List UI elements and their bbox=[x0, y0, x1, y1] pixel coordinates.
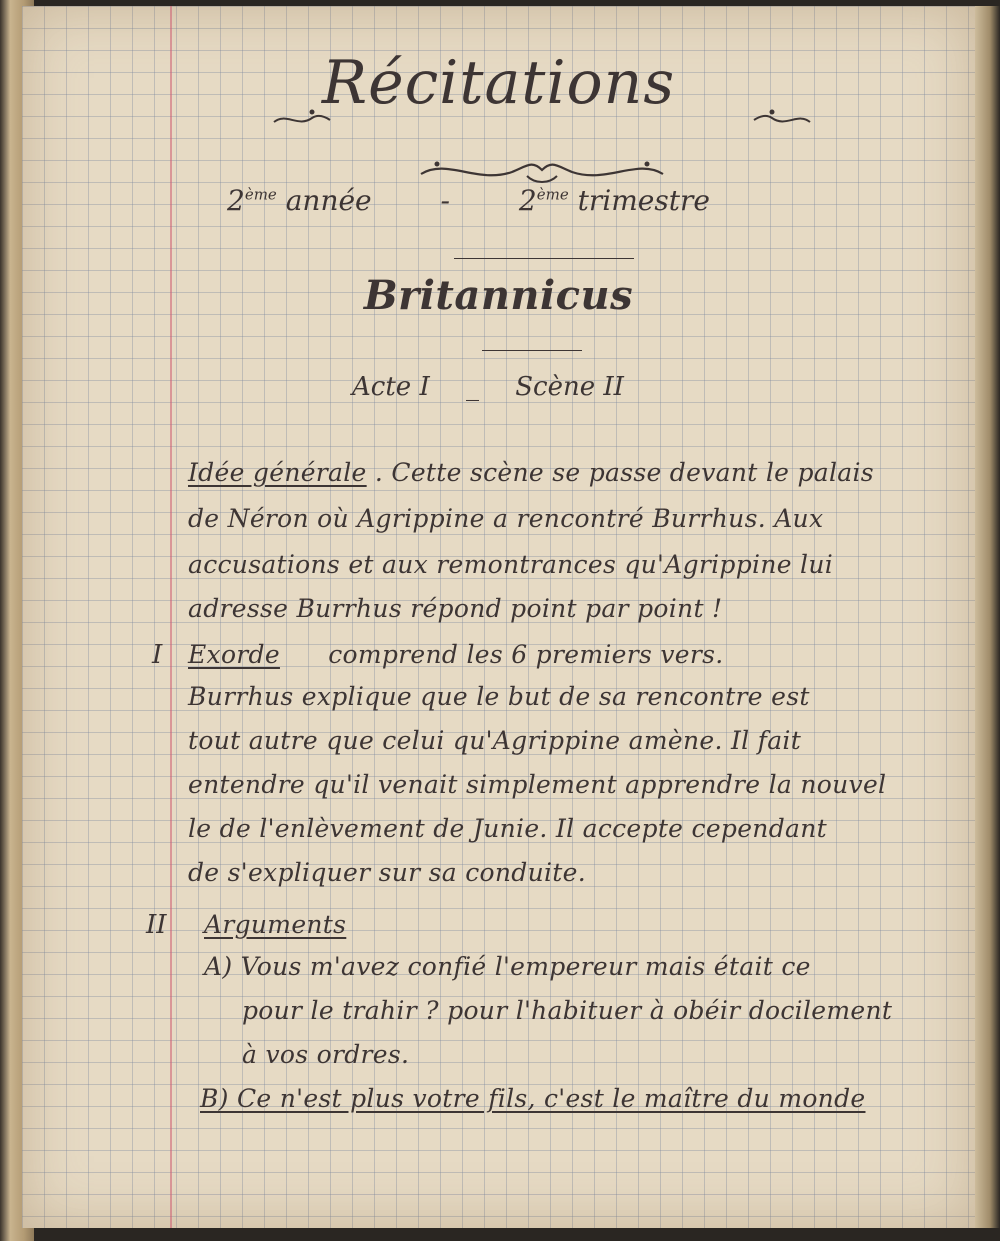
exorde-line-4: le de l'enlèvement de Junie. Il accepte cependant bbox=[188, 814, 827, 843]
play-title: Britannicus bbox=[363, 272, 634, 319]
left-flourish bbox=[272, 106, 332, 130]
rule-below-play-title bbox=[482, 350, 582, 351]
arg-b-text: B) Ce n'est plus votre fils, c'est le maître du monde bbox=[200, 1084, 866, 1113]
arguments-heading bbox=[204, 910, 346, 939]
section-1-numeral: I bbox=[152, 640, 163, 670]
year-superscript: ème bbox=[244, 185, 277, 204]
term-number: 2 bbox=[518, 184, 537, 217]
exorde-line-5: de s'expliquer sur sa conduite. bbox=[188, 858, 586, 887]
term-word: trimestre bbox=[577, 184, 710, 217]
exorde-label: Exorde bbox=[188, 640, 280, 669]
arg-a-line-2: pour le trahir ? pour l'habituer à obéir docilement bbox=[242, 996, 893, 1025]
arg-a-line-1: A) Vous m'avez confié l'empereur mais était ce bbox=[204, 952, 811, 981]
exorde-line-1: Burrhus explique que le but de sa rencontre est bbox=[188, 682, 810, 711]
term-superscript: ème bbox=[536, 185, 569, 204]
exorde-line-2: tout autre que celui qu'Agrippine amène. Il fait bbox=[188, 726, 802, 755]
scene-label: Scène II bbox=[515, 372, 624, 402]
rule-above-play-title bbox=[454, 258, 634, 259]
arguments-label: Arguments bbox=[204, 910, 347, 939]
idee-text-1: . Cette scène se passe devant le palais bbox=[374, 458, 874, 487]
idee-label: Idée générale bbox=[188, 458, 367, 487]
exorde-text: comprend les 6 premiers vers. bbox=[328, 640, 724, 669]
exorde-line-3: entendre qu'il venait simplement apprendre la nouvel bbox=[188, 770, 887, 799]
center-flourish bbox=[417, 154, 667, 188]
section-2-numeral: II bbox=[146, 910, 167, 940]
year-number: 2 bbox=[227, 184, 245, 217]
idee-line-4: adresse Burrhus répond point par point ! bbox=[188, 594, 723, 623]
margin-line bbox=[170, 6, 172, 1228]
right-flourish bbox=[752, 106, 812, 130]
notebook-page bbox=[22, 6, 975, 1228]
subtitle-separator: - bbox=[440, 184, 450, 217]
arg-b-line bbox=[200, 1084, 865, 1113]
idee-line-2: de Néron où Agrippine a rencontré Burrhus. Aux bbox=[188, 504, 824, 533]
exorde-heading-line bbox=[188, 640, 724, 669]
act-scene-heading bbox=[352, 372, 624, 402]
subtitle-year-term bbox=[227, 184, 710, 217]
arg-a-line-3: à vos ordres. bbox=[242, 1040, 410, 1069]
idee-line-3: accusations et aux remontrances qu'Agrippine lui bbox=[188, 550, 834, 579]
act-label: Acte I bbox=[352, 372, 430, 402]
page-title: Récitations bbox=[321, 48, 676, 118]
page-edge bbox=[975, 6, 1000, 1228]
year-word: année bbox=[285, 184, 372, 217]
act-scene-dash: _ bbox=[465, 372, 479, 402]
idee-line-1 bbox=[188, 458, 874, 487]
